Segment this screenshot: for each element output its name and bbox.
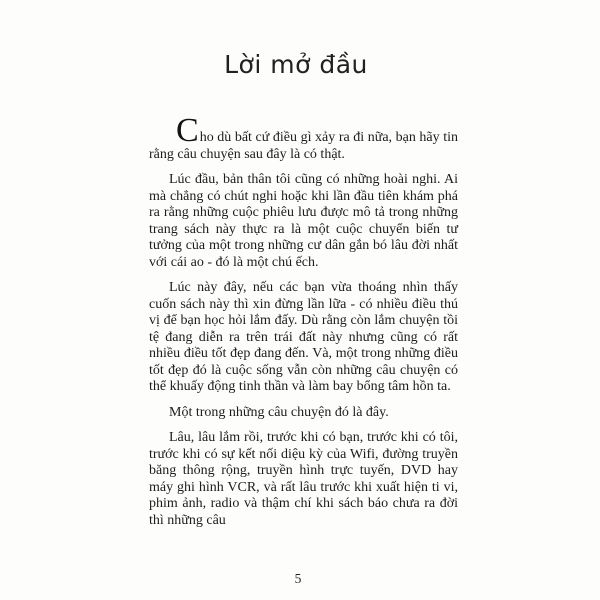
- paragraph: Lúc đầu, bản thân tôi cũng có những hoài nghi. Ai mà chẳng có chút nghi hoặc khi lần đầu tiên khám phá ra rằng những cuộc phiêu lưu được mô tả trong những trang sách này thực ra là một cuộc chuyển biến tư tưởng của một trong những cư dân gắn bó lâu đời nhất với cái ao - đó là một chú ếch.: [149, 172, 458, 270]
- paragraph: Lâu, lâu lắm rồi, trước khi có bạn, trước khi có tôi, trước khi có sự kết nối diệu kỳ của Wifi, đường truyền băng thông rộng, truyền hình trực tuyến, DVD hay máy ghi hình VCR, và rất lâu trước khi xuất hiện ti vi, phim ảnh, radio và thậm chí khi sách báo chưa ra đời thì những câu: [149, 430, 458, 528]
- page-body-text: [149, 112, 458, 538]
- paragraph: Một trong những câu chuyện đó là đây.: [169, 404, 389, 420]
- page-number: 5: [294, 571, 302, 586]
- opening-paragraph: [149, 112, 458, 163]
- chapter-title: Lời mở đầu: [224, 50, 368, 79]
- paragraph: Lúc này đây, nếu các bạn vừa thoáng nhìn thấy cuốn sách này thì xin đừng lần lữa - có nhiều điều thú vị để bạn học hỏi lắm đấy. Dù rằng còn lắm chuyện tồi tệ đang diễn ra trên trái đất này nhưng cũng có rất nhiều điều tốt đẹp đang đến. Và, một trong những điều tốt đẹp đó là cuộc sống vẫn còn những câu chuyện có thể khuấy động tinh thần và làm bay bổng tâm hồn ta.: [149, 280, 458, 394]
- opening-paragraph-text: ho dù bất cứ điều gì xảy ra đi nữa, bạn hãy tin rằng câu chuyện sau đây là có thật.: [149, 130, 458, 162]
- drop-cap-letter: C: [176, 112, 200, 149]
